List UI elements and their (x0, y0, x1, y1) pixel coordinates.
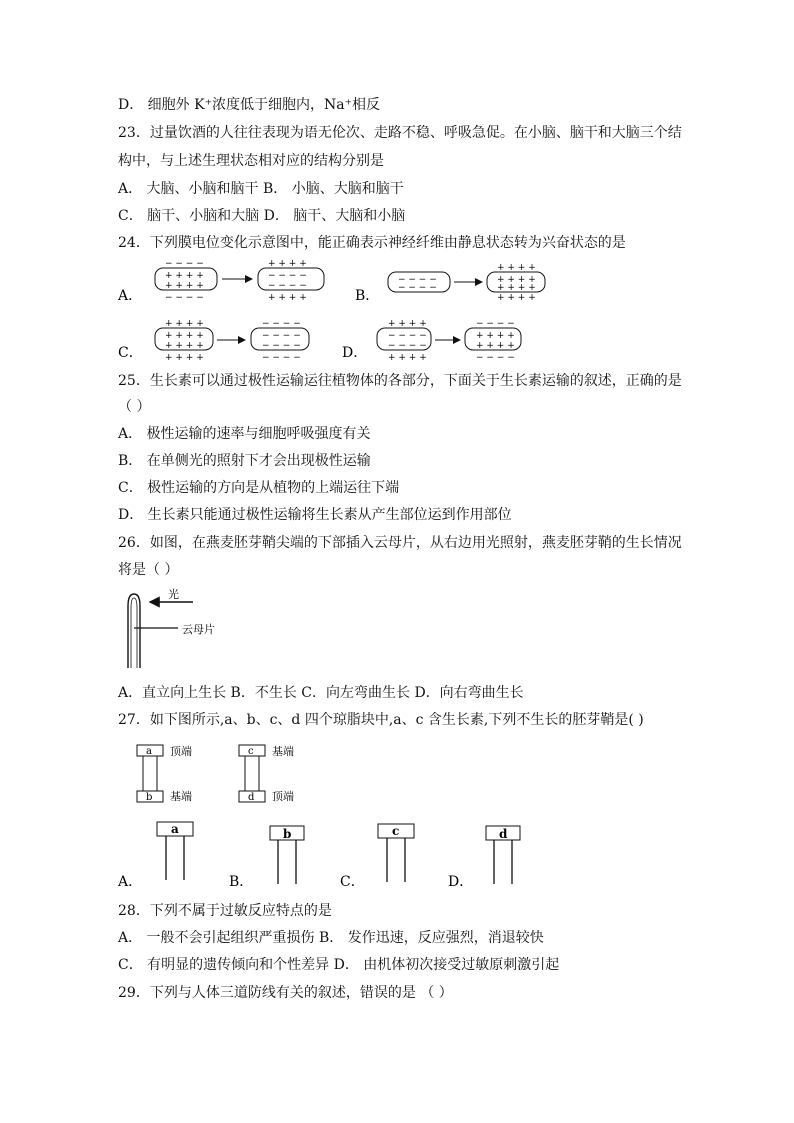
svg-text:− − − −: − − − − (398, 283, 437, 293)
q25-option-d: D． 生长素只能通过极性运输将生长素从产生部位运到作用部位 (118, 507, 512, 523)
svg-text:− − − −: − − − − (476, 319, 515, 329)
svg-text:+ + + +: + + + + (388, 353, 427, 363)
q23-stem-2: 构中，与上述生理状态相对应的结构分别是 (118, 153, 384, 169)
block-c-label: c (248, 746, 254, 757)
q24-diagrams (0, 256, 794, 376)
q22-option-d: D． 细胞外 K⁺浓度低于细胞内，Na⁺相反 (118, 97, 380, 113)
q24-c-cyl2 (251, 319, 309, 363)
svg-text:− − − −: − − − − (268, 271, 307, 281)
svg-text:+ + + +: + + + + (268, 293, 307, 303)
q23-stem-1: 23．过量饮酒的人往往表现为语无伦次、走路不稳、呼吸急促。在小脑、脑干和大脑三个结 (118, 125, 682, 141)
block-b-label: b (146, 792, 153, 803)
q26-options: A．直立向上生长 B．不生长 C．向左弯曲生长 D．向右弯曲生长 (118, 685, 524, 701)
svg-text:− − − −: − − − − (268, 281, 307, 291)
svg-text:+ + + +: + + + + (388, 319, 427, 329)
q24-b-cyl1 (388, 272, 450, 293)
q27-opt-a-block: a (171, 822, 179, 836)
q27-opt-b-label: B． (229, 874, 254, 890)
q23-options-cd: C． 脑干、小脑和大脑 D． 脑干、大脑和小脑 (118, 208, 406, 224)
block-d-label: d (248, 792, 255, 803)
q27-stem: 27．如下图所示,a、b、c、d 四个琼脂块中,a、c 含生长素,下列不生长的胚芽鞘是( ) (118, 712, 644, 728)
q25-option-c: C． 极性运输的方向是从植物的上端运往下端 (118, 480, 400, 496)
svg-text:+ + + +: + + + + (165, 319, 204, 329)
q24-b-cyl2 (487, 263, 545, 303)
svg-text:− − − −: − − − − (476, 353, 515, 363)
q24-a-cyl1 (155, 259, 217, 303)
top-label-1: 顶端 (170, 745, 192, 758)
q26-stem-2: 将是（ ） (118, 562, 179, 578)
light-label: 光 (168, 588, 179, 601)
q24-label-b: B． (355, 288, 380, 304)
q27-opt-b-block: b (283, 827, 292, 841)
q25-stem-2: （ ） (118, 399, 151, 415)
svg-text:+ + + +: + + + + (497, 283, 536, 293)
svg-text:− − − −: − − − − (262, 341, 301, 351)
q28-options-cd: C． 有明显的遗传倾向和个性差异 D． 由机体初次接受过敏原刺激引起 (118, 957, 560, 973)
svg-text:− − − −: − − − − (388, 341, 427, 351)
svg-text:+ + + +: + + + + (165, 331, 204, 341)
mica-label: 云母片 (182, 623, 215, 636)
q24-a-cyl2 (258, 259, 324, 303)
q24-d-cyl2 (465, 319, 521, 363)
q25-option-a: A． 极性运输的速率与细胞呼吸强度有关 (118, 426, 371, 442)
svg-text:+ + + +: + + + + (165, 281, 204, 291)
svg-text:+ + + +: + + + + (165, 353, 204, 363)
q27-opt-c-block: c (392, 824, 400, 838)
q28-options-ab: A． 一般不会引起组织严重损伤 B． 发作迅速，反应强烈，消退较快 (118, 930, 544, 946)
q26-stem-1: 26．如图，在燕麦胚芽鞘尖端的下部插入云母片，从右边用光照射，燕麦胚芽鞘的生长情况 (118, 535, 682, 551)
q26-coleoptile-figure (118, 588, 258, 678)
q29-stem: 29．下列与人体三道防线有关的叙述，错误的是 （ ） (118, 985, 453, 1001)
svg-text:+ + + +: + + + + (268, 259, 307, 269)
svg-text:+ + + +: + + + + (497, 293, 536, 303)
svg-text:+ + + +: + + + + (476, 341, 515, 351)
q27-opt-d-block: d (499, 827, 508, 841)
svg-text:− − − −: − − − − (388, 331, 427, 341)
svg-text:+ + + +: + + + + (476, 331, 515, 341)
q24-d-cyl1 (377, 319, 431, 363)
svg-text:+ + + +: + + + + (497, 275, 536, 285)
block-a-label: a (146, 746, 152, 757)
svg-text:− − − −: − − − − (262, 331, 301, 341)
q23-options-ab: A． 大脑、小脑和脑干 B． 小脑、大脑和脑干 (118, 181, 404, 197)
q24-label-a: A． (118, 288, 143, 304)
q28-stem: 28．下列不属于过敏反应特点的是 (118, 903, 332, 919)
svg-text:+ + + +: + + + + (497, 263, 536, 273)
q24-stem: 24．下列膜电位变化示意图中，能正确表示神经纤维由静息状态转为兴奋状态的是 (118, 235, 626, 251)
svg-text:− − − −: − − − − (262, 319, 301, 329)
base-label-1: 基端 (170, 790, 192, 803)
q27-agar-figure (0, 740, 794, 900)
svg-text:− − − −: − − − − (165, 293, 204, 303)
q27-opt-d-label: D． (448, 874, 474, 890)
svg-text:− − − −: − − − − (398, 275, 437, 285)
q24-c-cyl1 (155, 319, 213, 363)
svg-text:+ + + +: + + + + (165, 271, 204, 281)
svg-text:− − − −: − − − − (262, 353, 301, 363)
q27-opt-a-label: A． (118, 874, 143, 890)
base-label-2: 基端 (272, 745, 294, 758)
q24-label-c: C． (118, 345, 143, 361)
svg-text:− − − −: − − − − (165, 259, 204, 269)
q24-label-d: D． (342, 345, 368, 361)
top-label-2: 顶端 (272, 790, 294, 803)
svg-text:+ + + +: + + + + (165, 341, 204, 351)
q27-opt-c-label: C． (340, 874, 365, 890)
q25-option-b: B． 在单侧光的照射下才会出现极性运输 (118, 453, 371, 469)
q25-stem-1: 25．生长素可以通过极性运输运往植物体的各部分，下面关于生长素运输的叙述，正确的是 (118, 373, 682, 389)
